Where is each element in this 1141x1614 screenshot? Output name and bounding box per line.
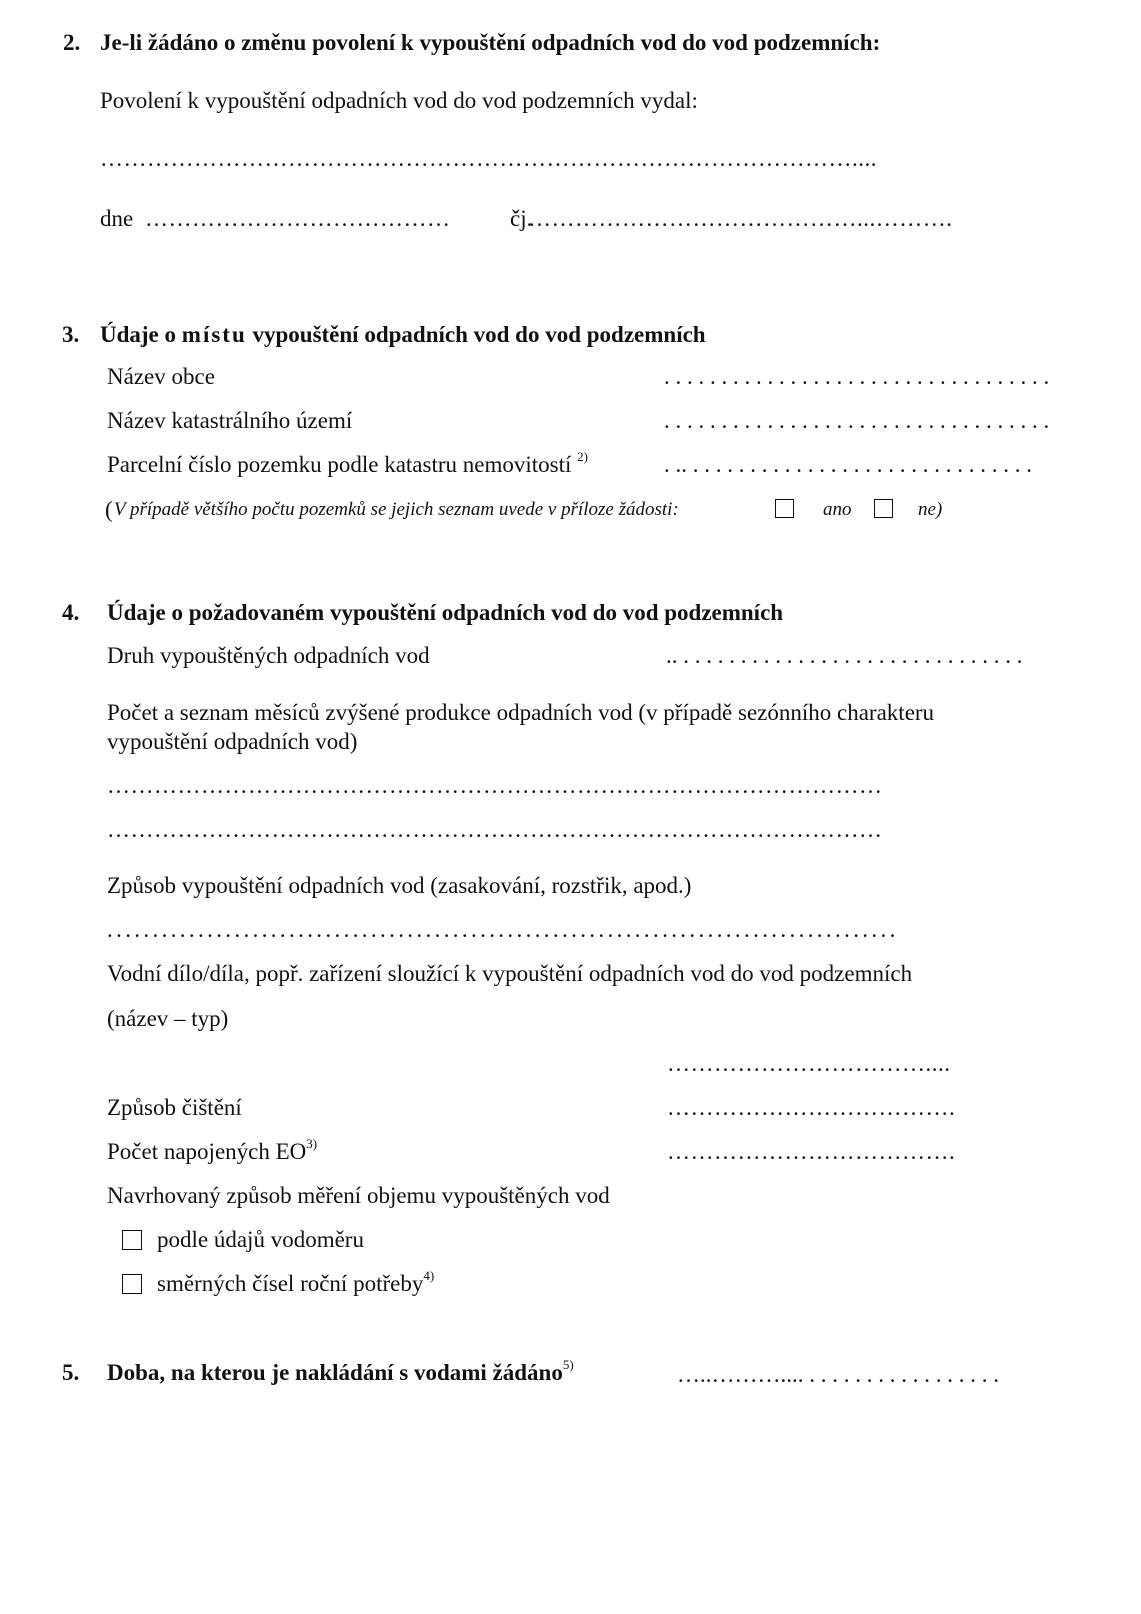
checkbox-water-meter[interactable] (122, 1230, 142, 1250)
section-3-heading-part-c: vypouštění odpadních vod do vod podzemních (252, 322, 706, 347)
section-2-heading: Je-li žádáno o změnu povolení k vypouštění odpadních vod do vod podzemních: (100, 30, 881, 55)
checkbox-no-label: ne) (918, 499, 943, 520)
parcel-label-text: Parcelní číslo pozemku podle katastru nemovitostí (107, 452, 572, 477)
section-5-heading-text: Doba, na kterou je nakládání s vodami žádáno (107, 1360, 563, 1385)
months-label-line-2: vypouštění odpadních vod) (107, 729, 358, 754)
option-water-meter-label: podle údajů vodoměru (157, 1227, 364, 1252)
section-4-heading: Údaje o požadovaném vypouštění odpadních vod do vod podzemních (107, 600, 784, 625)
wastewater-type-field[interactable]: .. . . . . . . . . . . . . . . . . . . . . . . . . . . . . . . (666, 643, 1023, 668)
checkbox-annual-consumption[interactable] (122, 1274, 142, 1294)
months-label-line-1: Počet a seznam měsíců zvýšené produkce odpadních vod (v případě sezónního charakteru (107, 700, 935, 725)
months-field-line-1[interactable]: ……………………………………………………………………………………… (107, 773, 883, 798)
issuer-field[interactable]: …………………………………………………………………………………….... (100, 146, 877, 171)
parcel-field[interactable]: . .. . . . . . . . . . . . . . . . . . . . . . . . . . . . . . . (664, 452, 1032, 477)
duration-footnote-ref: 5) (562, 1357, 574, 1372)
note-open-paren: ( (105, 497, 113, 522)
section-3-number: 3. (62, 322, 80, 347)
parcel-label (107, 449, 588, 478)
checkbox-yes[interactable] (775, 499, 794, 518)
water-works-label-line-2: (název – typ) (107, 1006, 229, 1031)
section-3-heading-part-b: místu (181, 322, 247, 347)
option-annual-consumption-label (157, 1268, 435, 1297)
duration-field[interactable]: …..……….... . . . . . . . . . . . . . . . . . (677, 1362, 999, 1387)
water-works-field[interactable]: …………………………….... (667, 1051, 951, 1076)
date-field[interactable]: ………………………………… (145, 206, 451, 231)
cleaning-method-label: Způsob čištění (107, 1095, 242, 1120)
reference-label: čj. (510, 206, 533, 231)
municipality-field[interactable]: . . . . . . . . . . . . . . . . . . . . . . . . . . . . . . . . . . (664, 364, 1050, 389)
section-3-heading (100, 322, 706, 348)
section-5-number: 5. (62, 1360, 80, 1385)
parcel-footnote-ref: 2) (577, 449, 588, 464)
section-4-number: 4. (62, 600, 80, 625)
parcel-note: V případě většího počtu pozemků se jejich seznam uvede v příloze žádosti: (114, 499, 679, 520)
reference-field[interactable]: ……………………………………...………. (528, 206, 953, 231)
discharge-method-field[interactable]: . . . . . . . . . . . . . . . . . . . . . . . . . . . . . . . . . . . . . . . . . . . . . . . . . . . . . . . . . . . . . . . . . . . . . . . . . . . . . . . . . . . . . . . (107, 917, 895, 942)
annual-footnote-ref: 4) (423, 1268, 435, 1283)
section-5-heading (107, 1357, 574, 1386)
cadastral-label: Název katastrálního území (107, 408, 353, 433)
connected-eo-field[interactable]: ………………………………. (667, 1139, 956, 1164)
months-field-line-2[interactable]: ……………………………………………………………………………………… (107, 817, 883, 842)
checkbox-yes-label: ano (823, 499, 852, 520)
wastewater-type-label: Druh vypouštěných odpadních vod (107, 643, 430, 668)
section-3-heading-part-a: Údaje o (100, 322, 177, 347)
date-label: dne (100, 206, 134, 231)
cadastral-field[interactable]: . . . . . . . . . . . . . . . . . . . . . . . . . . . . . . . . . . (664, 408, 1050, 433)
water-works-label-line-1: Vodní dílo/díla, popř. zařízení sloužící k vypouštění odpadních vod do vod podzemních (107, 961, 913, 986)
measurement-method-label: Navrhovaný způsob měření objemu vypouštěných vod (107, 1183, 610, 1208)
issuer-label: Povolení k vypouštění odpadních vod do vod podzemních vydal: (100, 88, 698, 113)
connected-eo-label (107, 1136, 318, 1165)
option-annual-consumption-text: směrných čísel roční potřeby (157, 1271, 424, 1296)
discharge-method-label: Způsob vypouštění odpadních vod (zasakování, rozstřik, apod.) (107, 873, 692, 898)
checkbox-no[interactable] (874, 499, 893, 518)
connected-eo-label-text: Počet napojených EO (107, 1139, 307, 1164)
eo-footnote-ref: 3) (306, 1136, 318, 1151)
cleaning-method-field[interactable]: ………………………………. (667, 1095, 956, 1120)
section-2-number: 2. (63, 30, 81, 55)
municipality-label: Název obce (107, 364, 215, 389)
